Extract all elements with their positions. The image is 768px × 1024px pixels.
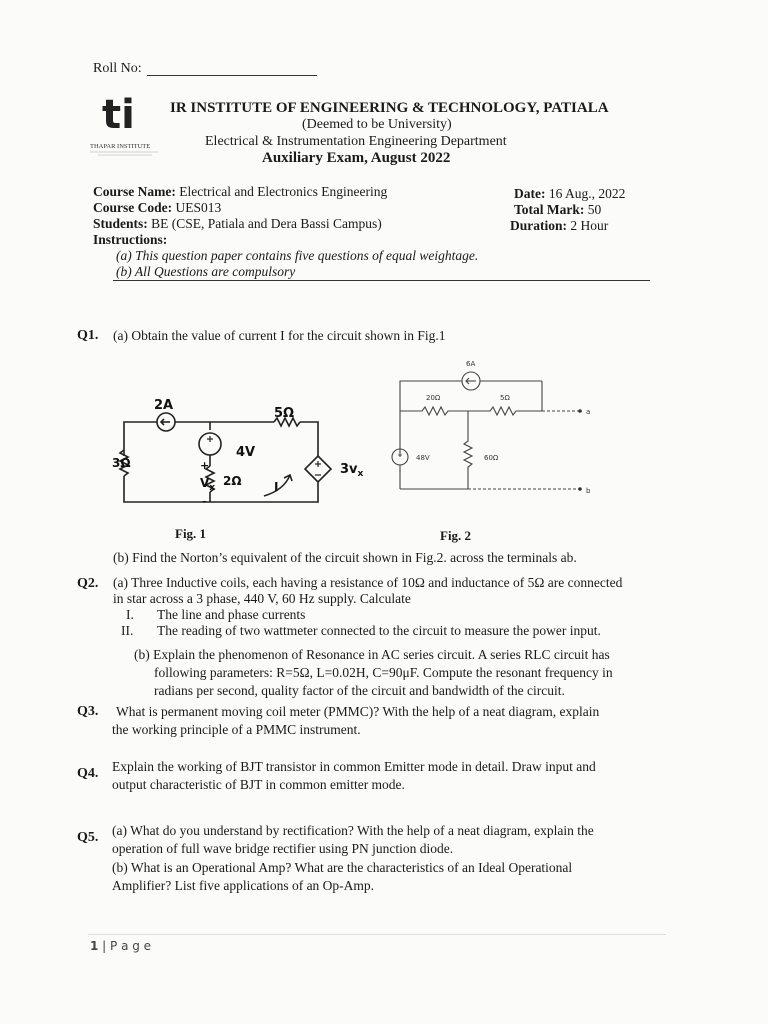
q2-roman-1: I. (126, 607, 134, 622)
q2-part-b-line2: following parameters: R=5Ω, L=0.02H, C=90μF. Compute the resonant frequency in (154, 665, 613, 680)
fig2-60ohm-label: 60Ω (484, 454, 499, 462)
institute-logo (88, 92, 168, 162)
date-row: Date: 16 Aug., 2022 (514, 186, 626, 201)
figure-1-circuit (112, 390, 374, 515)
q1-part-b: (b) Find the Norton’s equivalent of the circuit shown in Fig.2. across the terminals ab. (113, 550, 577, 565)
students-row: Students: BE (CSE, Patiala and Dera Bassi Campus) (93, 216, 382, 231)
q3-line2: the working principle of a PMMC instrument. (112, 722, 361, 737)
course-code-row: Course Code: UES013 (93, 200, 222, 215)
fig2-48v-label: 48V (416, 454, 430, 462)
instructions-label: Instructions: (93, 232, 168, 247)
q2-part-a-line1: (a) Three Inductive coils, each having a resistance of 10Ω and inductance of 5Ω are connected (113, 575, 623, 590)
fig1-vx-label: $V_x$ (200, 476, 216, 493)
q3-number: Q3. (77, 704, 99, 719)
institute-name: ΙR INSTITUTE OF ENGINEERING & TECHNOLOGY, PATIALA (170, 100, 609, 116)
fig1-vx-plus: + (200, 459, 210, 472)
q5-line2: operation of full wave bridge rectifier using PN junction diode. (112, 841, 454, 856)
fig2-5ohm-label: 5Ω (500, 394, 510, 402)
logo-letters: ti (102, 92, 135, 138)
roll-number-label: Roll No: (93, 61, 142, 76)
q1-part-a: (a) Obtain the value of current I for the circuit shown in Fig.1 (113, 328, 446, 343)
course-name-row: Course Name: Electrical and Electronics Engineering (93, 184, 388, 199)
footer-divider (88, 934, 666, 935)
q2-roman-2: II. (121, 623, 134, 638)
roll-number-blank (147, 75, 317, 76)
instruction-a: (a) This question paper contains five questions of equal weightage. (116, 248, 479, 263)
fig1-caption: Fig. 1 (175, 526, 207, 541)
q4-line2: output characteristic of BJT in common emitter mode. (112, 777, 405, 792)
q2-item-2: The reading of two wattmeter connected to the circuit to measure the power input. (157, 623, 601, 638)
q4-number: Q4. (77, 766, 99, 781)
q5-number: Q5. (77, 830, 99, 845)
instruction-b: (b) All Questions are compulsory (116, 264, 296, 279)
q5-line3: (b) What is an Operational Amp? What are the characteristics of an Ideal Operational (112, 860, 573, 875)
fig2-20ohm-label: 20Ω (426, 394, 441, 402)
fig2-terminal-a: a (586, 408, 591, 416)
q1-number: Q1. (77, 328, 99, 343)
page-footer: 1 | P a g e (90, 939, 152, 953)
logo-caption: THAPAR INSTITUTE (90, 143, 151, 150)
q2-part-b-line3: radians per second, quality factor of the circuit and bandwidth of the circuit. (154, 683, 565, 698)
exam-title: Auxiliary Exam, August 2022 (262, 150, 451, 166)
duration-row: Duration: 2 Hour (510, 218, 609, 233)
fig1-dependent-source-label: $3v_x$ (340, 462, 364, 479)
fig2-terminal-b: b (586, 487, 591, 495)
header-divider (113, 280, 650, 281)
fig1-2a-label: 2A (154, 398, 174, 413)
q2-item-1: The line and phase currents (157, 607, 306, 622)
figure-2-circuit (388, 355, 598, 500)
fig1-4v-label: 4V (236, 445, 256, 460)
q2-part-a-line2: in star across a 3 phase, 440 V, 60 Hz supply. Calculate (113, 591, 411, 606)
q5-line1: (a) What do you understand by rectification? With the help of a neat diagram, explain the (112, 823, 594, 838)
fig2-caption: Fig. 2 (440, 528, 472, 543)
fig1-vx-minus: - (202, 495, 207, 508)
fig2-6a-label: 6A (466, 360, 476, 368)
fig1-2ohm-label: 2Ω (223, 474, 242, 488)
q3-line1: What is permanent moving coil meter (PMMC)? With the help of a neat diagram, explain (116, 704, 600, 719)
q5-line4: Amplifier? List five applications of an Op-Amp. (112, 878, 375, 893)
department-name: Electrical & Instrumentation Engineering Department (205, 134, 507, 149)
deemed-university: (Deemed to be University) (302, 117, 452, 132)
q4-line1: Explain the working of BJT transistor in common Emitter mode in detail. Draw input and (112, 759, 596, 774)
total-marks-row: Total Mark: 50 (514, 202, 602, 217)
fig1-5ohm-label: 5Ω (274, 406, 295, 421)
fig1-3ohm-label: 3Ω (112, 456, 131, 470)
q2-number: Q2. (77, 576, 99, 591)
fig1-current-label: I (274, 480, 279, 494)
q2-part-b-line1: (b) Explain the phenomenon of Resonance in AC series circuit. A series RLC circuit has (134, 647, 610, 662)
